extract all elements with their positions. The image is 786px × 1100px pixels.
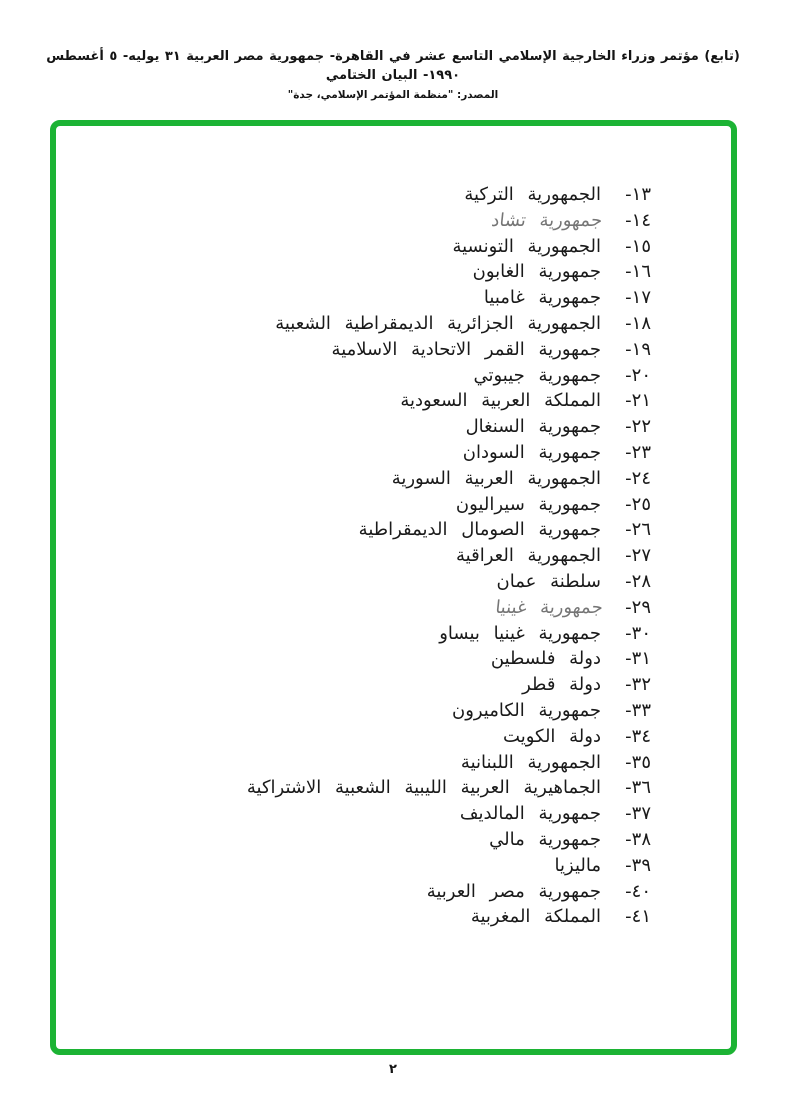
- page-number: ٢: [389, 1062, 397, 1077]
- item-number: ٢٠-: [625, 364, 651, 386]
- country-name: المملكة العربية السعودية: [400, 390, 601, 412]
- country-name: جمهورية الصومال الديمقراطية: [358, 519, 601, 541]
- country-name: جمهورية سيراليون: [455, 493, 601, 515]
- item-number: ٢٥-: [625, 493, 651, 515]
- item-number: ٣٦-: [625, 777, 651, 799]
- list-item: [247, 259, 651, 285]
- country-name: الجمهورية العربية السورية: [391, 467, 601, 489]
- item-number: ٢٢-: [625, 416, 651, 438]
- list-item: [247, 234, 651, 260]
- content-border-box: [50, 120, 737, 1055]
- item-number: ٣٣-: [625, 699, 651, 721]
- list-item: [247, 569, 651, 595]
- list-item: [247, 775, 651, 801]
- country-name: جمهورية الغابون: [472, 261, 601, 283]
- item-number: ٣٢-: [625, 674, 651, 696]
- country-name: جمهورية السنغال: [465, 416, 601, 438]
- list-item: [247, 904, 651, 930]
- country-name: المملكة المغربية: [470, 906, 601, 928]
- country-name: دولة فلسطين: [490, 648, 601, 670]
- country-name: دولة قطر: [522, 674, 601, 696]
- list-item: [247, 285, 651, 311]
- list-item: [247, 750, 651, 776]
- item-number: ١٨-: [625, 312, 651, 334]
- list-item: [247, 388, 651, 414]
- list-item: [247, 517, 651, 543]
- country-name: جمهورية القمر الاتحادية الاسلامية: [331, 338, 601, 360]
- list-item: [247, 595, 651, 621]
- list-item: [247, 208, 651, 234]
- list-item: [247, 182, 651, 208]
- list-item: [247, 879, 651, 905]
- document-header: [0, 48, 786, 101]
- list-item: [247, 724, 651, 750]
- country-name: الجمهورية الجزائرية الديمقراطية الشعبية: [275, 312, 601, 334]
- item-number: ٢٦-: [625, 519, 651, 541]
- list-item: [247, 801, 651, 827]
- list-item: [247, 543, 651, 569]
- country-name: ماليزيا: [554, 854, 601, 876]
- list-item: [247, 466, 651, 492]
- country-name: الجمهورية التركية: [464, 184, 601, 205]
- item-number: ٣٠-: [625, 622, 651, 644]
- list-item: [247, 414, 651, 440]
- header-title: (تابع) مؤتمر وزراء الخارجية الإسلامي التاسع عشر في القاهرة- جمهورية مصر العربية ٣١ يوليه- ٥ أغسطس ١٩٩٠- البيان الختامي: [46, 49, 740, 83]
- item-number: ٢٩-: [625, 596, 651, 618]
- list-item: [247, 621, 651, 647]
- country-name: جمهورية السودان: [462, 441, 601, 463]
- item-number: ٢٤-: [625, 467, 651, 489]
- country-name: جمهورية غينيا بيساو: [439, 622, 601, 644]
- country-name: جمهورية مالي: [489, 828, 601, 850]
- list-item: [247, 363, 651, 389]
- country-name: الجمهورية اللبنانية: [460, 751, 601, 773]
- item-number: ٤١-: [625, 906, 651, 928]
- list-item: [247, 311, 651, 337]
- country-name: جمهورية جيبوتي: [473, 364, 601, 386]
- item-number: ٢٣-: [625, 441, 651, 463]
- country-name: سلطنة عمان: [496, 570, 601, 592]
- item-number: ٢٧-: [625, 545, 651, 567]
- item-number: ١٦-: [625, 261, 651, 283]
- country-name: دولة الكويت: [503, 725, 601, 747]
- country-name: جمهورية مصر العربية: [426, 880, 601, 902]
- list-item: [247, 492, 651, 518]
- item-number: ٣٥-: [625, 751, 651, 773]
- item-number: ٣٨-: [625, 828, 651, 850]
- list-item: [247, 337, 651, 363]
- list-item: [247, 672, 651, 698]
- country-name: الجماهيرية العربية الليبية الشعبية الاشتراكية: [246, 777, 601, 799]
- list-item: [247, 646, 651, 672]
- item-number: ١٤-: [625, 209, 651, 231]
- item-number: ٢٨-: [625, 570, 651, 592]
- item-number: ٣١-: [625, 648, 651, 670]
- header-source-line: المصدر: "منظمة المؤتمر الإسلامي، جدة": [287, 88, 499, 101]
- country-name: جمهورية المالديف: [459, 803, 601, 825]
- country-list: [247, 182, 651, 930]
- list-item: [247, 853, 651, 879]
- item-number: ٣٤-: [625, 725, 651, 747]
- item-number: ١٥-: [625, 235, 651, 257]
- item-number: ٤٠-: [625, 880, 651, 902]
- item-number: ٣٩-: [625, 854, 651, 876]
- item-number: ١٣-: [625, 184, 651, 205]
- list-item: [247, 827, 651, 853]
- country-name: جمهورية غينيا: [493, 596, 604, 618]
- item-number: ٣٧-: [625, 803, 651, 825]
- country-name: جمهورية تشاد: [490, 209, 604, 231]
- country-name: الجمهورية العراقية: [456, 545, 601, 567]
- country-name: جمهورية غامبيا: [483, 287, 601, 309]
- country-name: الجمهورية التونسية: [452, 235, 601, 257]
- item-number: ٢١-: [625, 390, 651, 412]
- item-number: ١٩-: [625, 338, 651, 360]
- country-name: جمهورية الكاميرون: [451, 699, 601, 721]
- list-item: [247, 440, 651, 466]
- list-item: [247, 698, 651, 724]
- item-number: ١٧-: [625, 287, 651, 309]
